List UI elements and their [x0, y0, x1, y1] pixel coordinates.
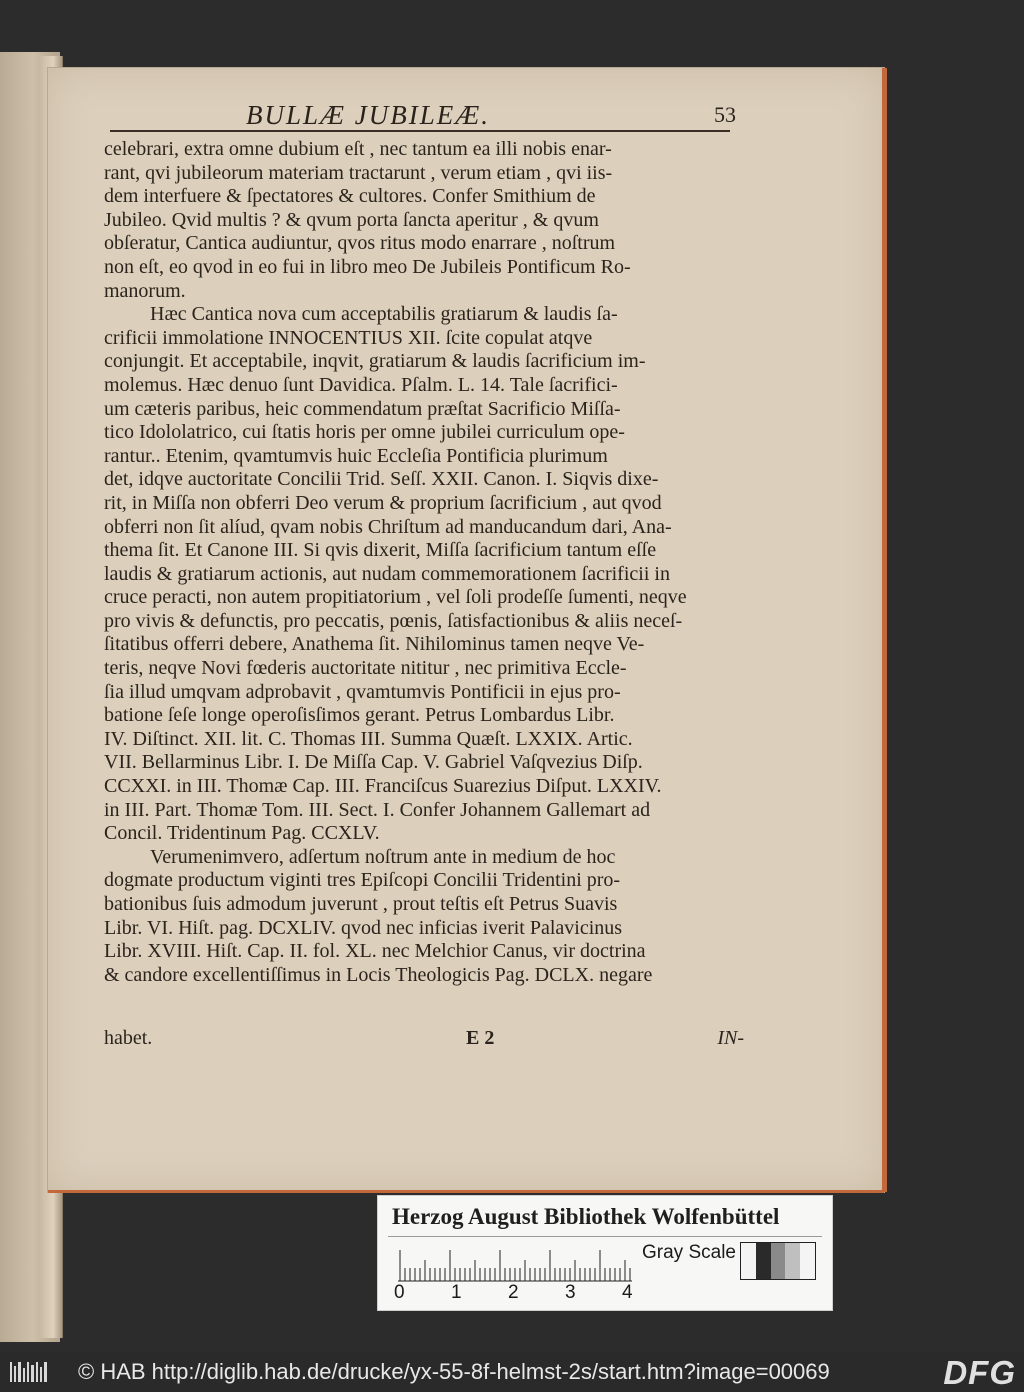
page-red-edge-bottom — [48, 1190, 884, 1193]
catchword: IN- — [717, 1027, 744, 1049]
text-line: ſitatibus offerri debere, Anathema ſit. Nihilominus tamen neqve Ve- — [104, 633, 645, 656]
text-line: bationibus ſuis admodum juverunt , prout teſtis eſt Petrus Suavis — [104, 893, 618, 915]
ruler-number-4: 4 — [622, 1282, 633, 1303]
text-line: crificii immolatione INNOCENTIUS XII. ſcite copulat atqve — [104, 326, 593, 349]
text-line: laudis & gratiarum actionis, aut nudam commemorationem ſacrificii in — [104, 562, 670, 585]
text-line: Libr. VI. Hiſt. pag. DCXLIV. qvod nec inficias iverit Palavicinus — [104, 916, 623, 939]
text-line: cruce peracti, non autem propitiatorium , vel ſoli prodeſſe ſumenti, neqve — [104, 586, 687, 609]
head-rule — [110, 130, 730, 132]
dfg-logo: DFG — [943, 1354, 1016, 1391]
ruler-number-1: 1 — [451, 1282, 462, 1303]
gray-scale-label: Gray Scale — [642, 1242, 736, 1263]
text-line: non eſt, eo qvod in eo fui in libro meo De Jubileis Pontificum Ro- — [104, 255, 631, 278]
gray-swatch — [756, 1243, 771, 1279]
text-line: molemus. Hæc denuo ſunt Davidica. Pſalm. L. 14. Tale ſacrifici- — [104, 373, 618, 396]
ruler-scale — [396, 1246, 636, 1282]
footer-bar — [0, 1352, 1024, 1392]
ruler-number-3: 3 — [565, 1282, 576, 1303]
text-line: Libr. XVIII. Hiſt. Cap. II. fol. XL. nec Melchior Canus, vir doctrina — [104, 940, 646, 963]
text-line: Verumenimvero, adſertum noſtrum ante in medium de hoc — [150, 845, 616, 868]
text-line: IV. Diſtinct. XII. lit. C. Thomas III. Summa Quæſt. LXXIX. Artic. — [104, 727, 633, 750]
gray-swatch — [785, 1243, 800, 1279]
text-line: celebrari, extra omne dubium eſt , nec tantum ea illi nobis enar- — [104, 138, 612, 160]
text-line: rantur.. Etenim, qvamtumvis huic Eccleſia Pontificia plurimum — [104, 444, 608, 467]
body-text — [104, 138, 744, 987]
text-line: dem interfuere & ſpectatores & cultores. Confer Smithium de — [104, 185, 596, 208]
signature-mark: E 2 — [466, 1027, 495, 1049]
gray-swatch — [800, 1243, 815, 1279]
page-number: 53 — [714, 102, 736, 127]
text-line: obferri non ſit alíud, qvam nobis Chriſtum ad manducandum dari, Ana- — [104, 515, 672, 538]
text-line: teris, neqve Novi fœderis auctoritate nititur , nec primitiva Eccle- — [104, 657, 627, 680]
gray-swatch — [741, 1243, 756, 1279]
text-line: conjungit. Et acceptabile, inqvit, gratiarum & laudis ſacrificium im- — [104, 350, 646, 373]
hab-barcode-logo-icon — [10, 1360, 50, 1384]
gray-scale-swatches — [740, 1242, 816, 1280]
text-line: det, idqve auctoritate Concilii Trid. Seſſ. XXII. Canon. I. Siqvis dixe- — [104, 468, 659, 491]
text-line: rant, qvi jubileorum materiam tractarunt , verum etiam , qvi iis- — [104, 161, 613, 184]
text-line: VII. Bellarminus Libr. I. De Miſſa Cap. V. Gabriel Vaſqvezius Diſp. — [104, 751, 643, 774]
text-line: ſia illud umqvam adprobavit , qvamtumvis Pontificii in ejus pro- — [104, 680, 621, 703]
page-red-edge-right — [882, 68, 887, 1192]
text-line: in III. Part. Thomæ Tom. III. Sect. I. Confer Johannem Gallemart ad — [104, 798, 651, 821]
text-line: Jubileo. Qvid multis ? & qvum porta ſancta aperitur , & qvum — [104, 208, 599, 231]
last-word: habet. — [104, 1027, 153, 1049]
ruler-number-0: 0 — [394, 1282, 405, 1303]
text-line: tico Idololatrico, cui ſtatis horis per omne jubilei curriculum ope- — [104, 421, 625, 444]
text-line: pro vivis & defunctis, pro peccatis, pœnis, ſatisfactionibus & aliis neceſ- — [104, 609, 683, 632]
gray-swatch — [771, 1243, 786, 1279]
text-line: thema ſit. Et Canone III. Si qvis dixerit, Miſſa ſacrificium tantum eſſe — [104, 539, 657, 562]
text-line: CCXXI. in III. Thomæ Cap. III. Franciſcus Suarezius Diſput. LXXIV. — [104, 775, 662, 798]
copyright-url: © HAB http://diglib.hab.de/drucke/yx-55-8f-helmst-2s/start.htm?image=00069 — [78, 1359, 830, 1384]
library-card-title: Herzog August Bibliothek Wolfenbüttel — [392, 1204, 780, 1229]
running-title: BULLÆ JUBILEÆ. — [246, 100, 491, 130]
running-head — [96, 98, 736, 138]
text-line: rit, in Miſſa non obferri Deo verum & proprium ſacrificium , aut qvod — [104, 491, 662, 514]
library-card — [378, 1196, 832, 1310]
text-line: manorum. — [104, 279, 186, 302]
text-line: um cæteris paribus, heic commendatum præſtat Sacrificio Miſſa- — [104, 397, 621, 420]
text-line: obſeratur, Cantica audiuntur, qvos ritus modo enarrare , noſtrum — [104, 232, 616, 255]
ruler-number-2: 2 — [508, 1282, 519, 1303]
text-line: dogmate productum viginti tres Epiſcopi Concilii Tridentini pro- — [104, 869, 621, 892]
card-divider — [388, 1236, 822, 1237]
text-line: & candore excellentiſſimus in Locis Theologicis Pag. DCLX. negare — [104, 963, 653, 986]
text-line: batione ſeſe longe operoſisſimos gerant. Petrus Lombardus Libr. — [104, 704, 615, 727]
text-line: Hæc Cantica nova cum acceptabilis gratiarum & laudis ſa- — [150, 303, 618, 326]
text-line: Concil. Tridentinum Pag. CCXLV. — [104, 822, 380, 845]
signature-row — [104, 1027, 744, 1053]
